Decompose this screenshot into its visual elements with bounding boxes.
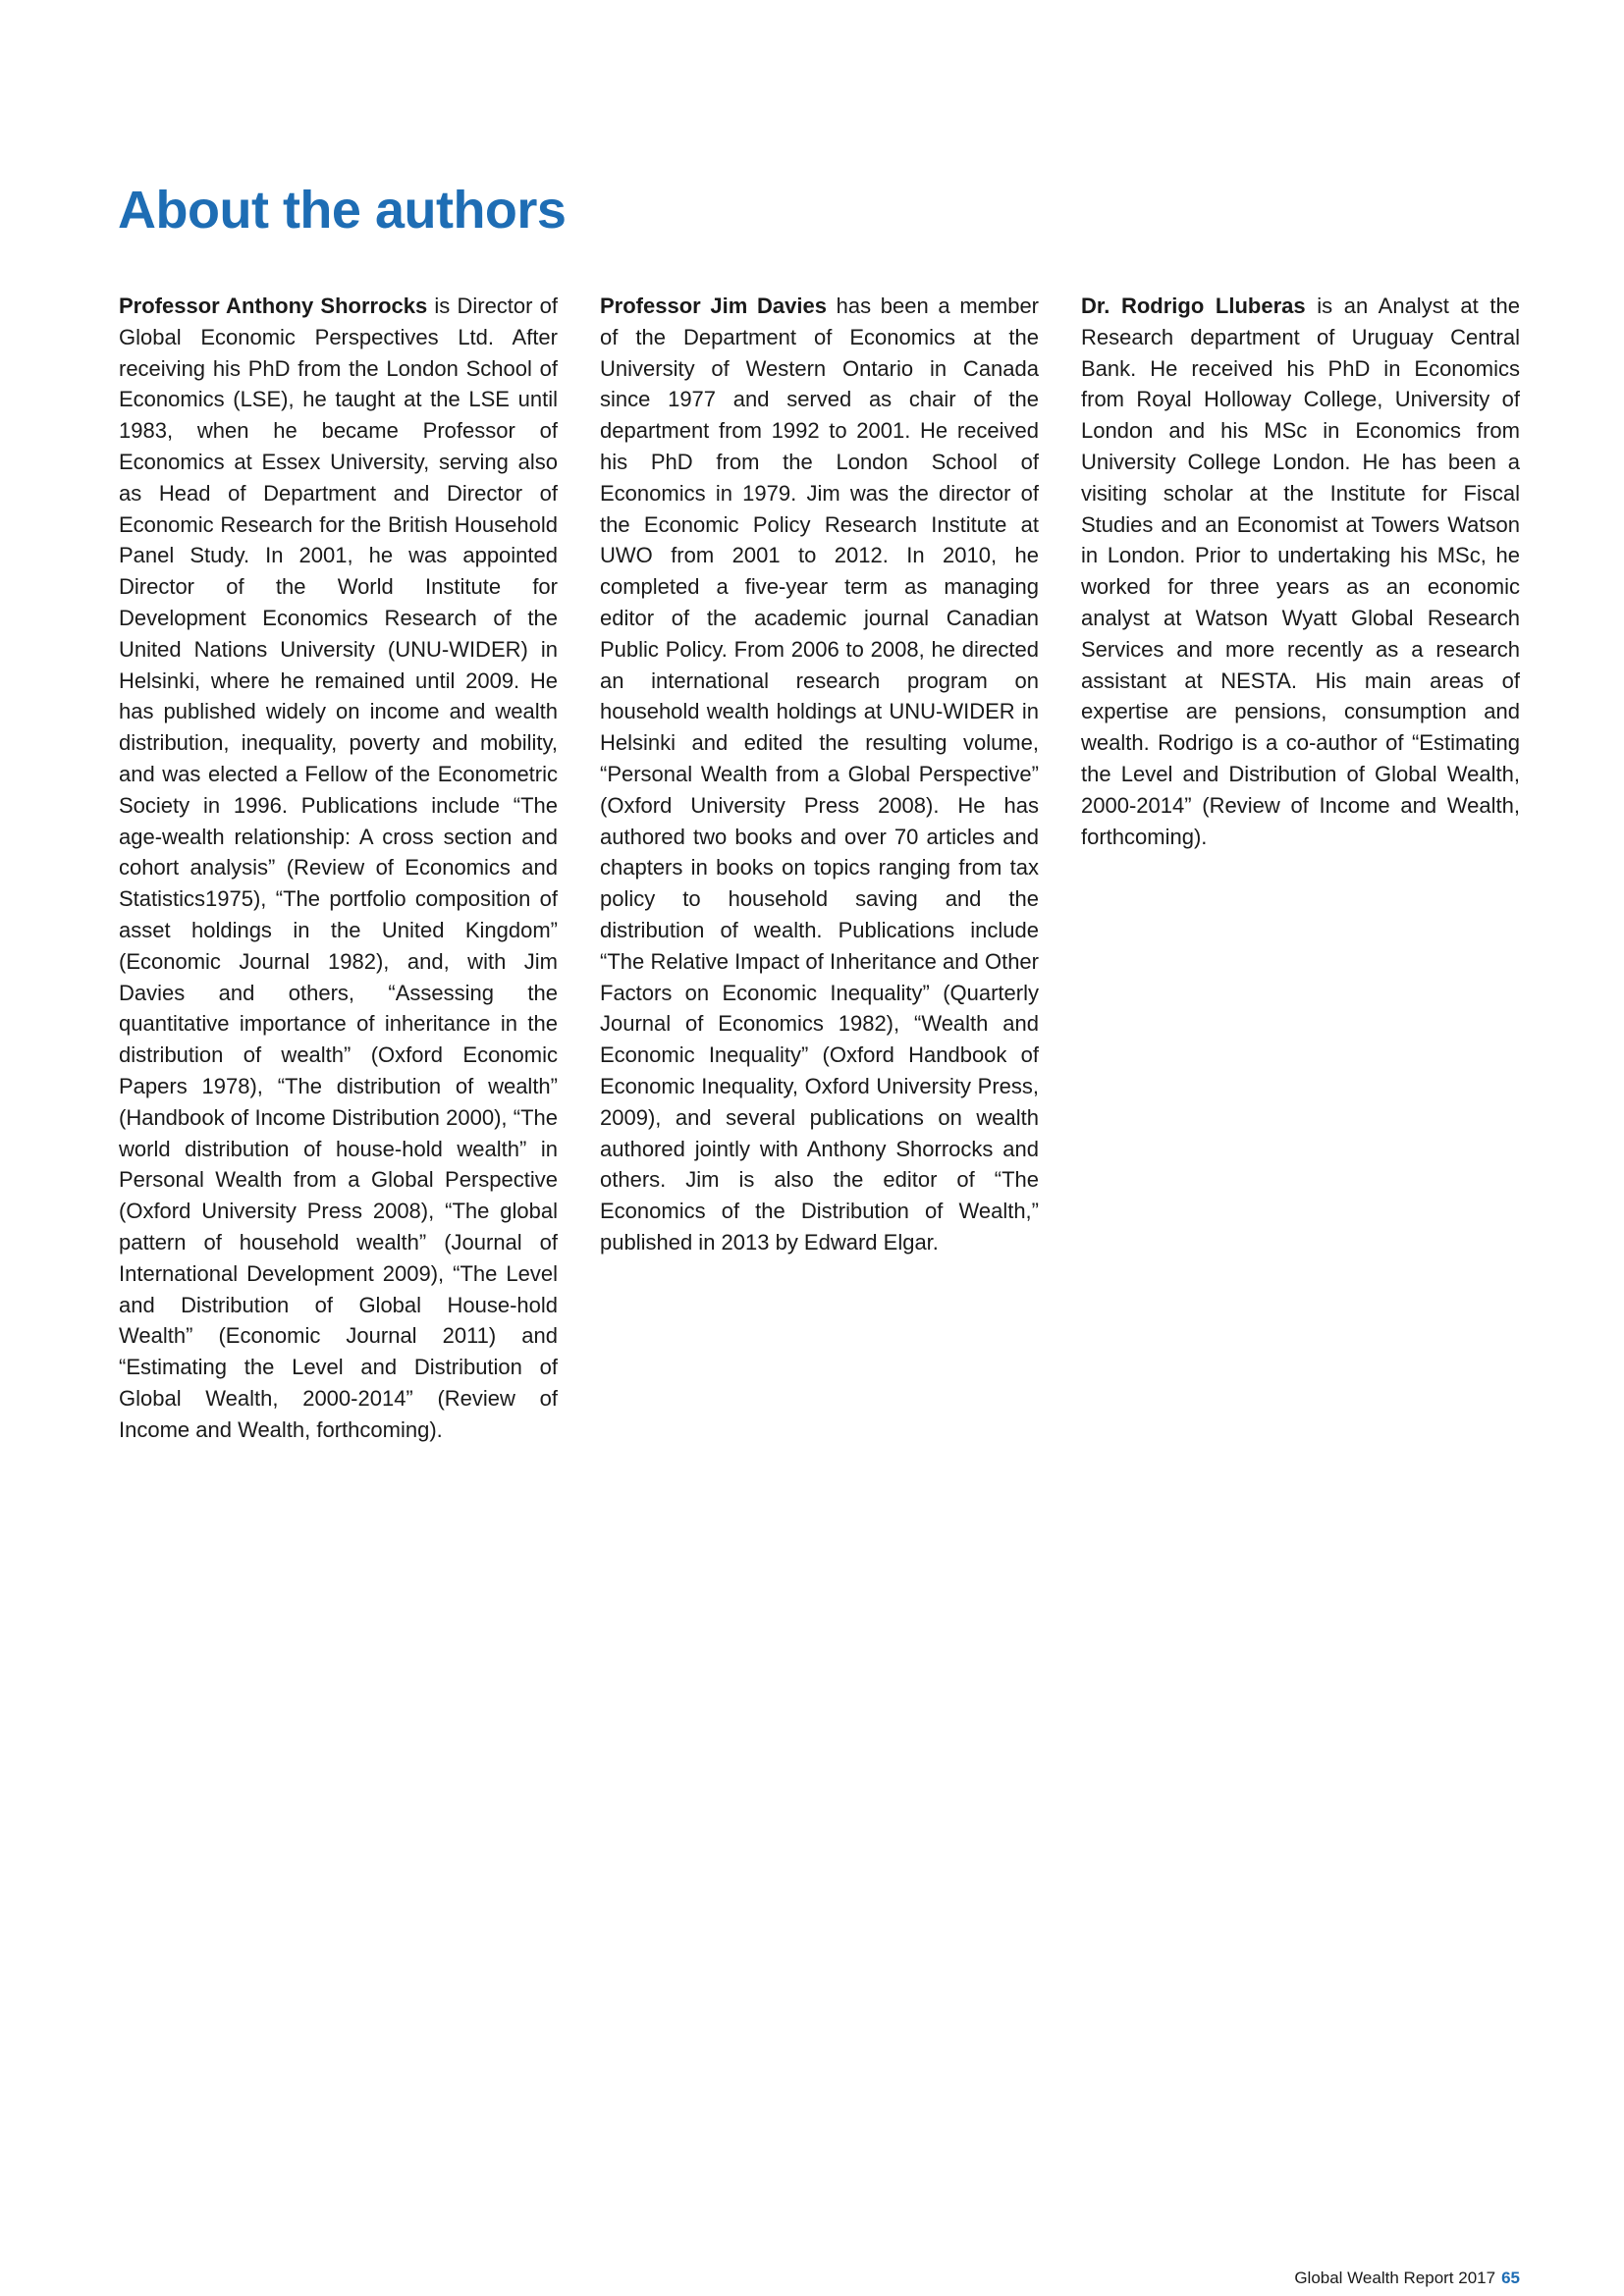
page-footer bbox=[1294, 2269, 1520, 2288]
author-bio: is an Analyst at the Research department of Uruguay Central Bank. He received his PhD in Economics from Royal Holloway College, University of London and his MSc in Economics from University College London. He has been a visiting scholar at the Institute for Fiscal Studies and an Economist at Towers Watson in London. Prior to undertaking his MSc, he worked for three years as an economic analyst at Watson Wyatt Global Research Services and more recently as a research assistant at NESTA. His main areas of expertise are pensions, consumption and wealth. Rodrigo is a co-author of “Estimating the Level and Distribution of Global Wealth, 2000-2014” (Review of Income and Wealth, forthcoming). bbox=[1081, 294, 1520, 849]
author-column-davies bbox=[600, 291, 1039, 1258]
page-title: About the authors bbox=[118, 181, 567, 240]
author-bio: has been a member of the Department of Economics at the University of Western Ontario in Canada since 1977 and served as chair of the department from 1992 to 2001. He received his PhD from the London School of Economics in 1979. Jim was the director of the Economic Policy Research Institute at UWO from 2001 to 2012. In 2010, he completed a five-year term as managing editor of the academic journal Canadian Public Policy. From 2006 to 2008, he directed an international research program on household wealth holdings at UNU-WIDER in Helsinki and edited the resulting volume, “Personal Wealth from a Global Perspective” (Oxford University Press 2008). He has authored two books and over 70 articles and chapters in books on topics ranging from tax policy to household saving and the distribution of wealth. Publications include “The Relative Impact of Inheritance and Other Factors on Economic Inequality” (Quarterly Journal of Economics 1982), “Wealth and Economic Inequality” (Oxford Handbook of Economic Inequality, Oxford University Press, 2009), and several publications on wealth authored jointly with Anthony Shorrocks and others. Jim is also the editor of “The Economics of the Distribution of Wealth,” published in 2013 by Edward Elgar. bbox=[600, 294, 1040, 1255]
author-bio-paragraph bbox=[119, 291, 558, 1445]
author-name: Professor Anthony Shorrocks bbox=[119, 294, 428, 318]
author-bio: is Director of Global Economic Perspectives Ltd. After receiving his PhD from the London School of Economics (LSE), he taught at the LSE until 1983, when he became Professor of Economics at Essex University, serving also as Head of Department and Director of Economic Research for the British Household Panel Study. In 2001, he was appointed Director of the World Institute for Development Economics Research of the United Nations University (UNU-WIDER) in Helsinki, where he remained until 2009. He has published widely on income and wealth distribution, inequality, poverty and mobility, and was elected a Fellow of the Econometric Society in 1996. Publications include “The age-wealth relationship: A cross section and cohort analysis” (Review of Economics and Statistics1975), “The portfolio composition of asset holdings in the United Kingdom” (Economic Journal 1982), and, with Jim Davies and others, “Assessing the quantitative importance of inheritance in the distribution of wealth” (Oxford Economic Papers 1978), “The distribution of wealth” (Handbook of Income Distribution 2000), “The world distribution of house-hold wealth” in Personal Wealth from a Global Perspective (Oxford University Press 2008), “The global pattern of household wealth” (Journal of International Development 2009), “The Level and Distribution of Global House-hold Wealth” (Economic Journal 2011) and “Estimating the Level and Distribution of Global Wealth, 2000-2014” (Review of Income and Wealth, forthcoming). bbox=[119, 294, 558, 1442]
author-column-shorrocks bbox=[119, 291, 558, 1445]
author-name: Professor Jim Davies bbox=[600, 294, 827, 318]
page-number: 65 bbox=[1501, 2269, 1520, 2287]
author-bio-paragraph bbox=[1081, 291, 1520, 852]
footer-report-name: Global Wealth Report 2017 bbox=[1294, 2269, 1496, 2287]
author-bio-paragraph bbox=[600, 291, 1039, 1258]
author-column-lluberas bbox=[1081, 291, 1520, 852]
author-name: Dr. Rodrigo Lluberas bbox=[1081, 294, 1306, 318]
